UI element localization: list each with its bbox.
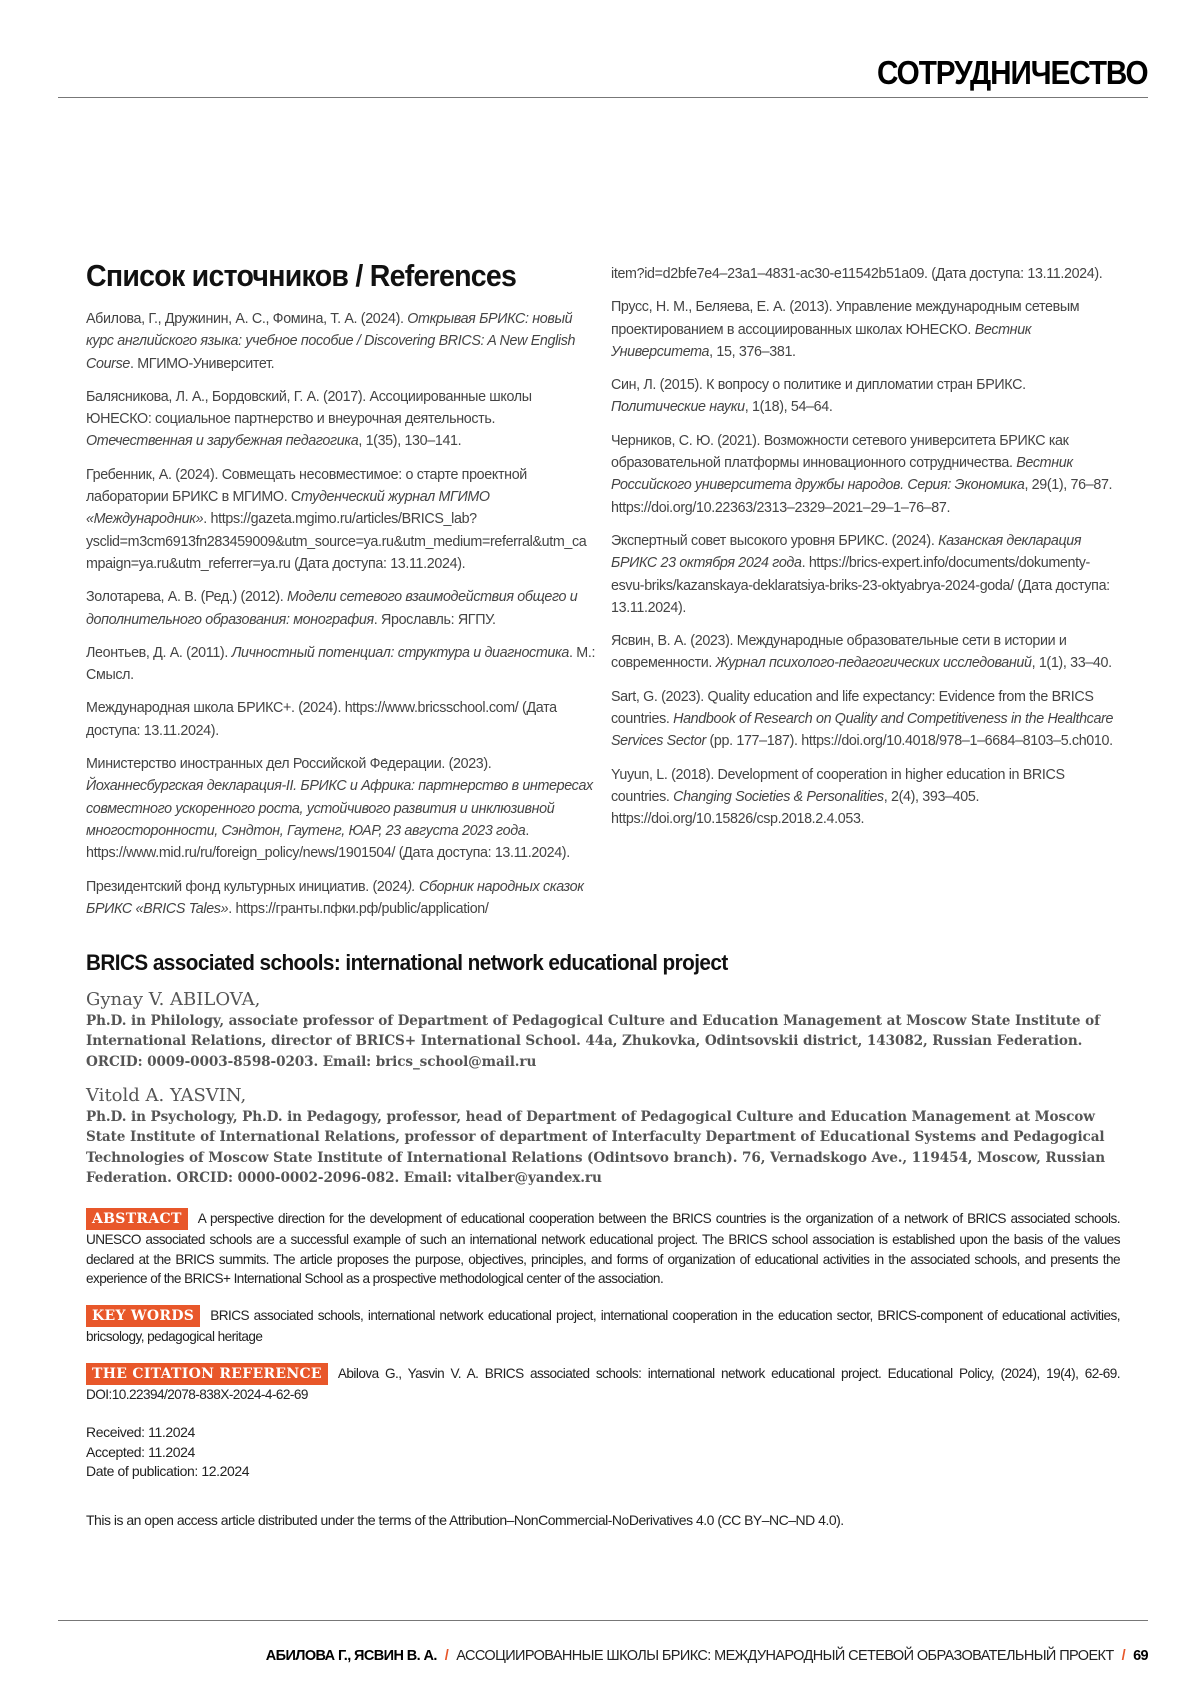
reference-text: Прусс, Н. М., Беляева, Е. А. (2013). Управление международным сетевым проектированием в ассоциированных школах ЮНЕСКО. xyxy=(611,299,1079,337)
reference-text: Черников, С. Ю. (2021). Возможности сетевого университета БРИКС как образовательной платформы инновационного сотрудничества. xyxy=(611,433,1069,471)
running-footer xyxy=(266,1648,1148,1664)
reference-text: Золотарева, А. В. (Ред.) (2012). xyxy=(86,589,287,605)
reference-entry xyxy=(611,374,1121,419)
reference-entry xyxy=(611,296,1121,363)
reference-text: . Ярославль: ЯГПУ. xyxy=(374,612,496,628)
received-date: Received: 11.2024 xyxy=(86,1423,249,1443)
reference-source-title: Личностный потенциал: структура и диагностика xyxy=(232,645,569,661)
reference-source-title: Открывая БРИКС: новый курс английского языка: учебное пособие / Discovering BRICS: A New English Course xyxy=(86,311,575,372)
abstract-text: A perspective direction for the development of educational cooperation between the BRICS countries is the organization of a network of BRICS associated schools. UNESCO associated schools are a successful example of such an international network educational project. The BRICS school association is established upon the basis of the values declared at the BRICS summits. The article proposes the purpose, objectives, principles, and forms of organization of educational activities in the associated schools, and presents the experience of the BRICS+ International School as a prospective methodological center of the association. xyxy=(86,1211,1120,1286)
abstract-block xyxy=(86,1208,1120,1289)
reference-text: Гребенник, А. (2024). Совмещать несовместимое: о старте проектной лаборатории БРИКС в МГИМО. С xyxy=(86,467,527,505)
references-heading: Список источников / References xyxy=(86,258,516,294)
reference-text: Леонтьев, Д. А. (2011). xyxy=(86,645,232,661)
reference-text: Yuyun, L. (2018). Development of cooperation in higher education in BRICS countries. xyxy=(611,767,1065,805)
references-column-right xyxy=(611,263,1121,842)
page-number: 69 xyxy=(1133,1648,1148,1664)
reference-text: , 1(18), 54–64. xyxy=(745,399,833,415)
reference-text: Sart, G. (2023). Quality education and life expectancy: Evidence from the BRICS countries. xyxy=(611,689,1094,727)
author-affiliation: Ph.D. in Philology, associate professor of Department of Pedagogical Culture and Education Management at Moscow State Institute of International Relations, director of BRICS+ International School. 44a, Zhukovka, Odintsovskii district, 143082, Russian Federation. ORCID: 0009-0003-8598-0203. Email: brics_school@mail.ru xyxy=(86,1011,1121,1072)
keywords-label: KEY WORDS xyxy=(86,1305,200,1327)
publication-dates xyxy=(86,1423,249,1482)
license-text: This is an open access article distributed under the terms of the Attribution–NonCommercial-NoDerivatives 4.0 (CC BY–NC–ND 4.0). xyxy=(86,1512,844,1528)
reference-source-title: Журнал психолого-педагогических исследований xyxy=(716,655,1032,671)
author-name: Gynay V. ABILOVA, xyxy=(86,989,260,1010)
reference-text: . https://www.mid.ru/ru/foreign_policy/news/1901504/ (Дата доступа: 13.11.2024). xyxy=(86,823,570,861)
reference-entry xyxy=(611,430,1121,519)
reference-entry xyxy=(611,630,1121,675)
reference-source-title: Йоханнесбургская декларация-II. БРИКС и Африка: партнерство в интересах совместного ускоренного роста, устойчивого развития и инклюзивной многосторонности, Сэндтон, Гаутенг, ЮАР, 23 августа 2023 года xyxy=(86,778,593,839)
reference-text: , 15, 376–381. xyxy=(709,344,796,360)
reference-text: . https://brics-expert.info/documents/dokumenty-esvu-briks/kazanskaya-deklaratsiya-briks-23-oktyabrya-2024-goda/ (Дата доступа: 13.11.2024). xyxy=(611,555,1110,616)
author-affiliation: Ph.D. in Psychology, Ph.D. in Pedagogy, professor, head of Department of Pedagogical Culture and Education Management at Moscow State Institute of International Relations, professor of department of Interfaculty Department of Educational Systems and Pedagogical Technologies of Moscow State Institute of International Relations (Odintsovo branch). 76, Vernadskogo Ave., 119454, Moscow, Russian Federation. ORCID: 0000-0002-2096-082. Email: vitalber@yandex.ru xyxy=(86,1107,1121,1189)
footer-authors: АБИЛОВА Г., ЯСВИН В. А. xyxy=(266,1648,437,1664)
slash-separator: / xyxy=(445,1648,448,1664)
reference-source-title: Модели сетевого взаимодействия общего и дополнительного образования: монография xyxy=(86,589,577,627)
reference-entry xyxy=(86,586,596,631)
reference-entry xyxy=(86,642,596,687)
reference-text: Син, Л. (2015). К вопросу о политике и дипломатии стран БРИКС. xyxy=(611,377,1026,393)
reference-entry xyxy=(86,308,596,375)
citation-block xyxy=(86,1363,1120,1405)
reference-source-title: Changing Societies & Personalities xyxy=(673,789,884,805)
abstract-label: ABSTRACT xyxy=(86,1208,188,1230)
publication-date: Date of publication: 12.2024 xyxy=(86,1462,249,1482)
footer-running-title: АССОЦИИРОВАННЫЕ ШКОЛЫ БРИКС: МЕЖДУНАРОДНЫЙ СЕТЕВОЙ ОБРАЗОВАТЕЛЬНЫЙ ПРОЕКТ xyxy=(456,1648,1113,1664)
reference-text: , 1(35), 130–141. xyxy=(358,433,461,449)
slash-separator: / xyxy=(1122,1648,1125,1664)
reference-entry xyxy=(86,697,596,742)
reference-entry xyxy=(86,464,596,575)
reference-entry xyxy=(611,530,1121,619)
reference-source-title: ). Сборник народных сказок БРИКС «BRICS Tales» xyxy=(86,879,584,917)
section-title: СОТРУДНИЧЕСТВО xyxy=(877,54,1148,92)
reference-text: (pp. 177–187). https://doi.org/10.4018/978–1–6684–8103–5.ch010. xyxy=(706,733,1113,749)
reference-entry xyxy=(611,686,1121,753)
reference-text: Балясникова, Л. А., Бордовский, Г. А. (2017). Ассоциированные школы ЮНЕСКО: социальное партнерство и внеурочная деятельность. xyxy=(86,389,532,427)
reference-text: Министерство иностранных дел Российской Федерации. (2023). xyxy=(86,756,491,772)
reference-entry xyxy=(86,876,596,921)
reference-text: Абилова, Г., Дружинин, А. С., Фомина, Т. А. (2024). xyxy=(86,311,407,327)
header-rule xyxy=(58,97,1148,98)
references-column-left xyxy=(86,308,596,931)
reference-entry xyxy=(86,386,596,453)
author-name: Vitold A. YASVIN, xyxy=(86,1085,246,1106)
reference-source-title: туденческий журнал МГИМО «Международник» xyxy=(86,489,490,527)
reference-text: , 2(4), 393–405. https://doi.org/10.15826/csp.2018.2.4.053. xyxy=(611,789,979,827)
keywords-text: BRICS associated schools, international network educational project, international cooperation in the education sector, BRICS-component of educational activities, bricsology, pedagogical heritage xyxy=(86,1308,1120,1344)
reference-source-title: Отечественная и зарубежная педагогика xyxy=(86,433,358,449)
reference-source-title: Вестник Университета xyxy=(611,322,1031,360)
reference-text: Президентский фонд культурных инициатив. (2024 xyxy=(86,879,407,895)
reference-source-title: Казанская декларация БРИКС 23 октября 2024 года xyxy=(611,533,1081,571)
article-title: BRICS associated schools: international network educational project xyxy=(86,950,728,976)
keywords-block xyxy=(86,1305,1120,1347)
reference-text: . МГИМО-Университет. xyxy=(130,356,274,372)
accepted-date: Accepted: 11.2024 xyxy=(86,1443,249,1463)
reference-text: , 29(1), 76–87. https://doi.org/10.22363/2313–2329–2021–29–1–76–87. xyxy=(611,477,1112,515)
reference-text: Международная школа БРИКС+. (2024). https://www.bricsschool.com/ (Дата доступа: 13.11.2024). xyxy=(86,700,557,738)
reference-text: item?id=d2bfe7e4–23a1–4831-ac30-e11542b51a09. (Дата доступа: 13.11.2024). xyxy=(611,266,1102,282)
reference-text: Экспертный совет высокого уровня БРИКС. (2024). xyxy=(611,533,938,549)
reference-entry xyxy=(611,764,1121,831)
reference-text: . https://гранты.пфки.рф/public/application/ xyxy=(228,901,488,917)
citation-label: THE CITATION REFERENCE xyxy=(86,1363,328,1385)
reference-text: . М.: Смысл. xyxy=(86,645,595,683)
footer-rule xyxy=(58,1620,1148,1621)
reference-source-title: Handbook of Research on Quality and Competitiveness in the Healthcare Services Sector xyxy=(611,711,1113,749)
reference-source-title: Вестник Российского университета дружбы народов. Серия: Экономика xyxy=(611,455,1073,493)
citation-text: Abilova G., Yasvin V. A. BRICS associated schools: international network educational project. Educational Policy, (2024), 19(4), 62-69. DOI:10.22394/2078-838X-2024-4-62-69 xyxy=(86,1366,1120,1402)
reference-text: , 1(1), 33–40. xyxy=(1032,655,1112,671)
reference-entry xyxy=(611,263,1121,285)
reference-text: Ясвин, В. А. (2023). Международные образовательные сети в истории и современности. xyxy=(611,633,1067,671)
reference-entry xyxy=(86,753,596,864)
reference-text: . https://gazeta.mgimo.ru/articles/BRICS_lab?ysclid=m3cm6913fn283459009&utm_source=ya.ru&utm_medium=referral&utm_campaign=ya.ru&utm_referrer=ya.ru (Дата доступа: 13.11.2024). xyxy=(86,511,586,572)
reference-source-title: Политические науки xyxy=(611,399,745,415)
